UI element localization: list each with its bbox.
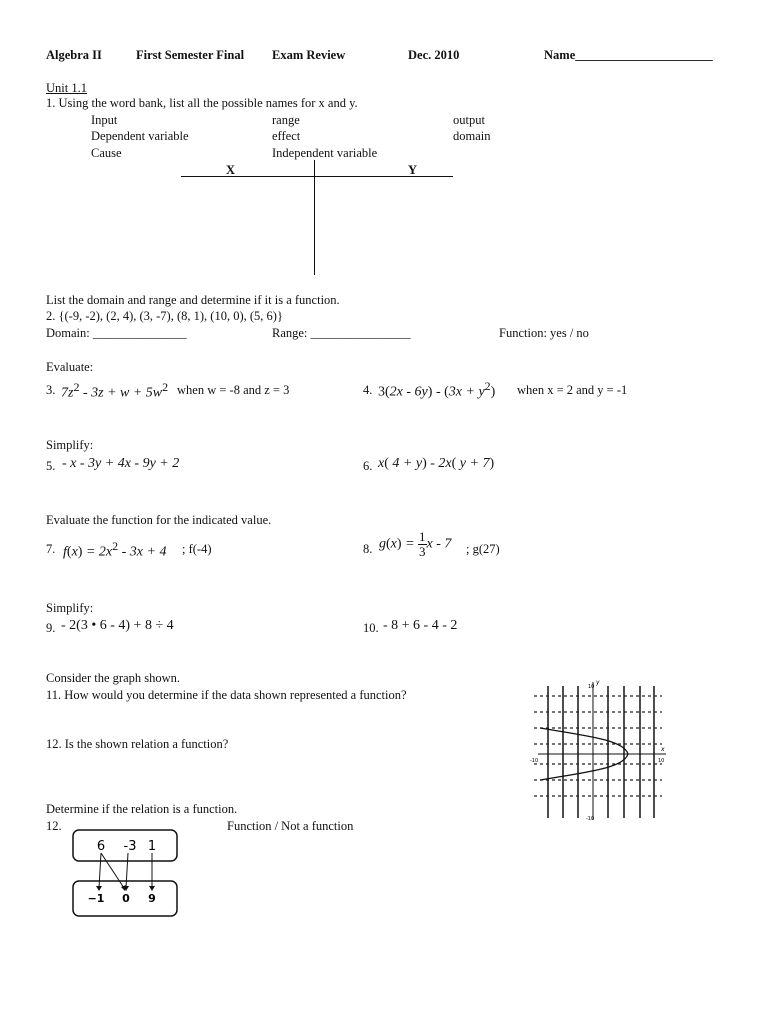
mapping-arrow [101, 853, 124, 888]
review-title: Exam Review [272, 48, 346, 62]
t-chart-x-header: X [226, 163, 236, 177]
t-chart-y-header: Y [408, 163, 418, 177]
q3-number: 3. [46, 383, 56, 397]
svg-text:x: x [661, 746, 665, 753]
simplify-heading: Simplify: [46, 438, 94, 452]
graph-intro: Consider the graph shown. [46, 671, 181, 685]
course-title: Algebra II [46, 48, 102, 62]
q10-expression: - 8 + 6 - 4 - 2 [383, 618, 458, 633]
name-field[interactable]: Name______________________ [544, 48, 713, 62]
simplify-heading-2: Simplify: [46, 601, 94, 615]
q8-expression: g(x) = $\frac{1}{3}$ x - 7 [379, 529, 452, 559]
mapping-diagram [70, 826, 182, 920]
bank-item: Dependent variable [91, 129, 189, 143]
range-value: 0 [122, 892, 130, 905]
bank-item: effect [272, 129, 301, 143]
mapping-arrow [126, 853, 128, 888]
exam-title: First Semester Final [136, 48, 245, 62]
range-value: −1 [87, 892, 105, 905]
svg-text:-10: -10 [530, 758, 539, 764]
q4-condition: when x = 2 and y = -1 [517, 383, 628, 397]
q9-number: 9. [46, 621, 56, 635]
domain-value: -3 [123, 839, 137, 854]
q12b-number: 12. [46, 819, 62, 833]
bank-item: Input [91, 113, 118, 127]
q11-text: 11. How would you determine if the data shown represented a function? [46, 688, 407, 702]
bank-item: Cause [91, 146, 122, 160]
bank-item: domain [453, 129, 491, 143]
graph-y-top-label: 10 [588, 684, 595, 690]
svg-text:-10: -10 [586, 816, 595, 822]
function-eval-heading: Evaluate the function for the indicated value. [46, 513, 272, 527]
q3-condition: when w = -8 and z = 3 [177, 383, 290, 397]
evaluate-heading: Evaluate: [46, 360, 94, 374]
q9-expression: - 2(3 • 6 - 4) + 8 ÷ 4 [61, 618, 174, 633]
unit-heading: Unit 1.1 [46, 81, 87, 95]
domain-value: 1 [147, 839, 157, 854]
bank-item: output [453, 113, 485, 127]
q6-expression: x( 4 + y) - 2x( y + 7) [378, 456, 495, 471]
exam-date: Dec. 2010 [408, 48, 460, 62]
q8-number: 8. [363, 542, 373, 556]
bank-item: Independent variable [272, 146, 378, 160]
q7-value: ; f(-4) [182, 542, 212, 556]
q3-expression: $7z^2 - 3z + w + 5w^2$ [61, 380, 169, 401]
q7-number: 7. [46, 542, 56, 556]
q6-number: 6. [363, 459, 373, 473]
q5-number: 5. [46, 459, 56, 473]
q1-prompt: 1. Using the word bank, list all the possible names for x and y. [46, 96, 358, 110]
mapping-arrow [99, 853, 101, 888]
function-choice[interactable]: Function: yes / no [499, 326, 589, 340]
q10-number: 10. [363, 621, 379, 635]
q5-expression: - x - 3y + 4x - 9y + 2 [62, 456, 180, 471]
q2-intro: List the domain and range and determine if it is a function. [46, 293, 340, 307]
q8-value: ; g(27) [466, 542, 500, 556]
domain-value: 6 [96, 839, 106, 854]
q4-expression: $3(2x - 6y) - (3x + y^2)$ [378, 379, 496, 400]
q2-set: 2. {(-9, -2), (2, 4), (3, -7), (8, 1), (10, 0), (5, 6)} [46, 309, 283, 323]
q7-expression: $f(x) = 2x^2 - 3x + 4$ [63, 539, 167, 560]
domain-blank[interactable]: Domain: _______________ [46, 326, 187, 340]
relation-graph [528, 678, 673, 823]
range-blank[interactable]: Range: ________________ [272, 326, 411, 340]
svg-text:y: y [596, 679, 600, 686]
t-chart-horizontal-line [181, 176, 453, 177]
svg-text:10: 10 [658, 758, 665, 764]
bank-item: range [272, 113, 300, 127]
q4-number: 4. [363, 383, 373, 397]
mapping-intro: Determine if the relation is a function. [46, 802, 238, 816]
mapping-function-choice[interactable]: Function / Not a function [227, 819, 354, 833]
q12-text: 12. Is the shown relation a function? [46, 737, 229, 751]
t-chart-vertical-line [314, 160, 315, 275]
range-value: 9 [148, 892, 156, 905]
